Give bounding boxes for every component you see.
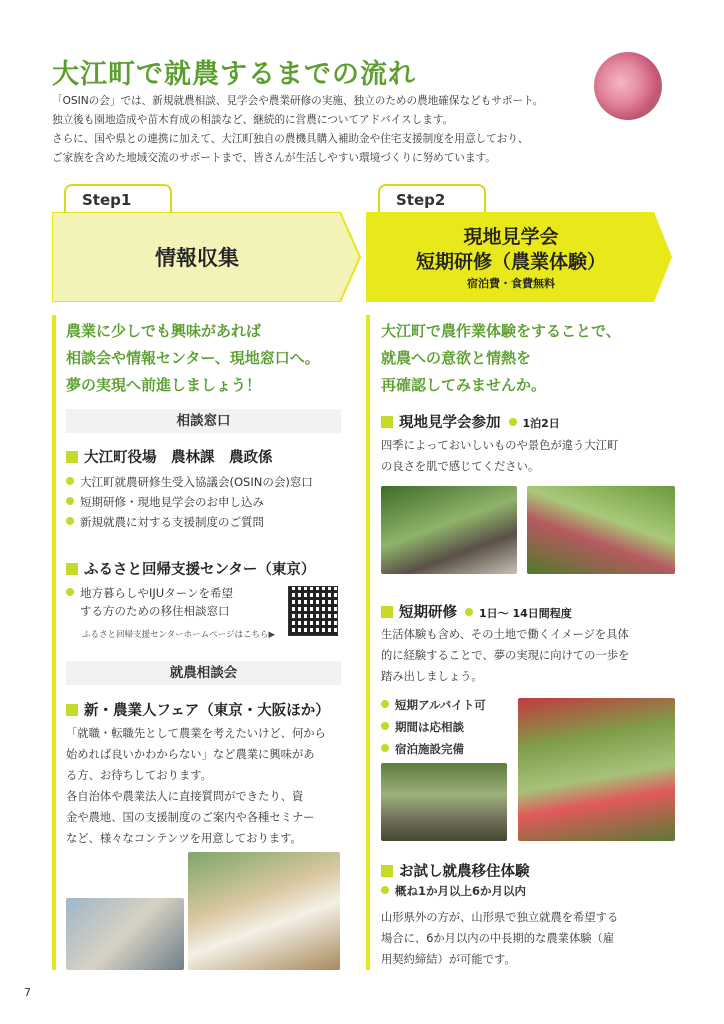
text-line: 「就職・転職先として農業を考えたいけど、何から [66, 727, 326, 740]
visit-description [381, 435, 618, 477]
step2-banner-line1: 現地見学会 [463, 226, 559, 248]
dot-bullet-icon [66, 517, 74, 525]
training-title: 短期研修 [399, 605, 457, 621]
training-description [381, 624, 629, 687]
intro-text [52, 92, 597, 168]
step2-column-line [366, 315, 370, 970]
dot-bullet-icon [381, 744, 389, 752]
text-line: 踏み出しましょう。 [381, 670, 483, 683]
trial-duration: 概ね1か月以上6か月以内 [381, 881, 526, 901]
step2-tab: Step2 [378, 184, 486, 214]
list-item: 新規就農に対する支援制度のご質問 [66, 512, 313, 532]
step2-banner-line2: 短期研修（農業体験） [415, 251, 606, 273]
intro-line: 独立後も園地造成や苗木育成の相談など、継続的に営農についてアドバイスします。 [52, 114, 454, 126]
lead-line: 再確認してみませんか。 [381, 376, 547, 394]
visit-group-photo [381, 486, 517, 574]
text-line: 各自治体や農業法人に直接質問ができたり、資 [66, 790, 304, 803]
square-bullet-icon [381, 865, 393, 877]
lead-line: 大江町で農作業体験をすることで、 [381, 322, 621, 340]
office-items [66, 472, 313, 532]
office-heading [66, 446, 273, 467]
lead-line: 相談会や情報センター、現地窓口へ。 [66, 349, 320, 367]
trial-heading [381, 860, 530, 881]
list-item: 期間は応相談 [381, 716, 486, 738]
step2-lead [381, 318, 621, 399]
training-items [381, 694, 486, 760]
training-duration: 1日～ 14日間程度 [465, 607, 572, 620]
training-heading [381, 601, 572, 622]
fair-booth-photo [188, 852, 340, 970]
dot-bullet-icon [465, 608, 473, 616]
lead-line: 就農への意欲と情熱を [381, 349, 532, 367]
fair-section-header: 就農相談会 [66, 661, 341, 685]
dot-bullet-icon [66, 477, 74, 485]
intro-line: さらに、国や県との連携に加えて、大江町独自の農機具購入補助金や住宅支援制度を用意しており、 [52, 133, 529, 145]
trial-description [381, 907, 618, 970]
text-line: の良さを肌で感じてください。 [381, 460, 540, 473]
fair-description [66, 723, 326, 849]
visit-duration: 1泊2日 [509, 417, 560, 430]
center-title: ふるさと回帰支援センター（東京） [84, 562, 316, 578]
page-title: 大江町で就農するまでの流れ [52, 59, 416, 90]
step2-banner-line3: 宿泊費・食費無料 [467, 277, 555, 290]
dot-bullet-icon [381, 886, 389, 894]
center-homepage-link[interactable]: ふるさと回帰支援センターホームページはこちら▶ [82, 630, 276, 640]
visit-title: 現地見学会参加 [399, 415, 501, 431]
text-line: 場合に、6か月以内の中長期的な農業体験（雇 [381, 932, 615, 945]
text-line: 生活体験も含め、その土地で働くイメージを具体 [381, 628, 629, 641]
list-item: 短期研修・現地見学会のお申し込み [66, 492, 313, 512]
square-bullet-icon [66, 563, 78, 575]
dot-bullet-icon [66, 497, 74, 505]
text-line: 用契約締結）が可能です。 [381, 953, 516, 966]
dot-bullet-icon [66, 588, 74, 596]
center-heading [66, 558, 315, 579]
text-line: など、様々なコンテンツを用意しております。 [66, 832, 302, 845]
step2-banner [366, 212, 676, 302]
apple-photo [594, 52, 662, 120]
text-line: 山形県外の方が、山形県で独立就農を希望する [381, 911, 619, 924]
list-item: 地方暮らしやIJUターンを希望 [66, 584, 233, 602]
visit-harvest-photo [527, 486, 675, 574]
text-line: 始めれば良いかわからない」など農業に興味があ [66, 748, 315, 761]
square-bullet-icon [381, 606, 393, 618]
step1-tab: Step1 [64, 184, 172, 214]
intro-line: 「OSINの会」では、新規就農相談、見学会や農業研修の実施、独立のための農地確保などもサポート。 [52, 95, 544, 107]
office-title: 大江町役場 農林課 農政係 [84, 450, 273, 466]
lead-line: 夢の実現へ前進しましょう！ [66, 376, 262, 394]
fair-heading [66, 699, 330, 720]
qr-code-icon[interactable] [288, 586, 338, 636]
consult-section-header: 相談窓口 [66, 409, 341, 433]
training-vineyard-photo [381, 763, 507, 841]
intro-line: ご家族を含めた地域交流のサポートまで、皆さんが生活しやすい環境づくりに努めています。 [52, 152, 496, 164]
list-item: する方のための移住相談窓口 [80, 604, 230, 618]
text-line: 的に経験することで、夢の実現に向けての一歩を [381, 649, 630, 662]
visit-heading [381, 411, 560, 432]
center-items [66, 584, 233, 620]
square-bullet-icon [66, 451, 78, 463]
list-item: 短期アルバイト可 [381, 694, 486, 716]
step1-column-line [52, 315, 56, 970]
fair-crowd-photo [66, 898, 184, 970]
step1-banner [52, 212, 362, 302]
fair-title: 新・農業人フェア（東京・大阪ほか） [84, 703, 330, 719]
dot-bullet-icon [509, 418, 517, 426]
dot-bullet-icon [381, 722, 389, 730]
text-line: 四季によっておいしいものや景色が違う大江町 [381, 439, 619, 452]
step1-lead [66, 318, 320, 399]
text-line: 金や農地、国の支援制度のご案内や各種セミナー [66, 811, 315, 824]
step1-banner-title: 情報収集 [155, 246, 239, 270]
training-apple-orchard-photo [518, 698, 675, 841]
list-item: 宿泊施設完備 [381, 738, 486, 760]
list-item: 大江町就農研修生受入協議会(OSINの会)窓口 [66, 472, 313, 492]
square-bullet-icon [381, 416, 393, 428]
text-line: る方、お待ちしております。 [66, 769, 212, 782]
dot-bullet-icon [381, 700, 389, 708]
lead-line: 農業に少しでも興味があれば [66, 322, 262, 340]
square-bullet-icon [66, 704, 78, 716]
page-number: 7 [24, 986, 31, 999]
trial-title: お試し就農移住体験 [399, 864, 530, 880]
